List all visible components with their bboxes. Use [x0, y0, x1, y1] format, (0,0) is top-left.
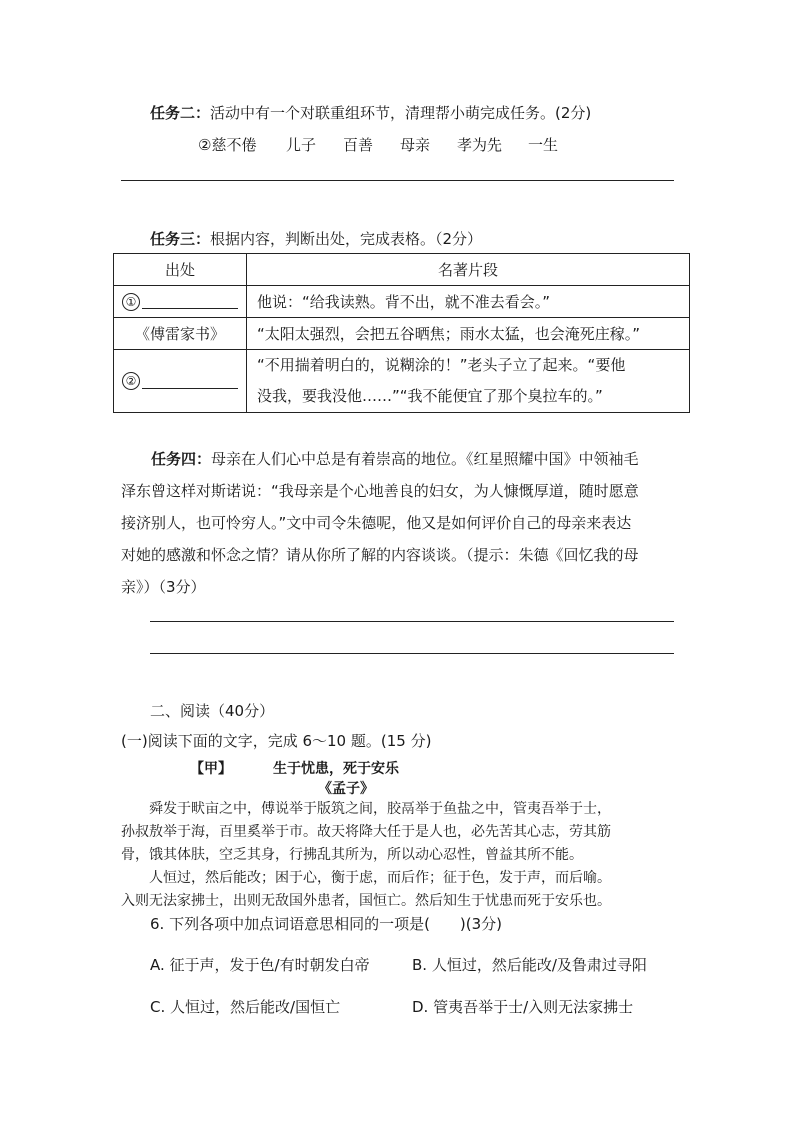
task2-heading: [150, 102, 591, 123]
classic-line: 骨，饿其体肤，空乏其身，行拂乱其所为，所以动心忍性，曾益其所不能。: [121, 847, 583, 863]
task2-word: ②慈不倦: [198, 136, 257, 154]
task2-text: 活动中有一个对联重组环节，清理帮小萌完成任务。(2分): [210, 104, 592, 122]
part-title: (一)阅读下面的文字，完成 6～10 题。(15 分): [121, 732, 432, 750]
task4-answer-line[interactable]: [150, 621, 674, 622]
excerpt-line: “不用揣着明白的，说糊涂的！”老头子立了起来。“要他: [257, 356, 626, 374]
task2-word-list: [198, 134, 256, 155]
circle-number: ②: [122, 372, 140, 390]
excerpt-cell: 他说：“给我读熟。背不出，就不准去看会。”: [247, 286, 690, 318]
task3-text: 根据内容，判断出处，完成表格。（2分）: [210, 230, 483, 248]
excerpt-cell: “太阳太强烈，会把五谷晒焦；雨水太猛，也会淹死庄稼。”: [247, 318, 690, 350]
task2-answer-line[interactable]: [121, 180, 674, 181]
classic-line: 孙叔敖举于海，百里奚举于市。故天将降大任于是人也，必先苦其心志，劳其筋: [121, 824, 611, 840]
blank-answer-2[interactable]: [142, 374, 238, 389]
header-source: 出处: [114, 254, 247, 286]
task2-word: 儿子: [286, 136, 317, 154]
excerpt-cell-multiline: [247, 350, 690, 413]
source-cell-3[interactable]: [114, 350, 247, 413]
task4-label: 任务四：: [151, 450, 212, 468]
article-title: 生于忧患，死于安乐: [273, 761, 399, 777]
option-d[interactable]: D. 管夷吾举于士/入则无法家拂士: [412, 998, 634, 1016]
header-excerpt: 名著片段: [247, 254, 690, 286]
source-table: [113, 253, 690, 413]
task4-line: 接济别人，也可怜穷人。”文中司令朱德呢，他又是如何评价自己的母亲来表达: [121, 514, 632, 532]
article-author: 《孟子》: [318, 781, 374, 797]
jia-label: 【甲】: [190, 761, 232, 777]
task2-word: 母亲: [400, 136, 431, 154]
task4-line: 对她的感激和怀念之情？请从你所了解的内容谈谈。（提示：朱德《回忆我的母: [121, 546, 639, 564]
classic-line: 舜发于畎亩之中，傅说举于版筑之间，胶鬲举于鱼盐之中，管夷吾举于士，: [149, 801, 611, 817]
question-6-stem: 6. 下列各项中加点词语意思相同的一项是( )(3分): [150, 915, 503, 933]
table-row: [114, 350, 690, 413]
task4-answer-line[interactable]: [150, 653, 674, 654]
task3-heading: [150, 228, 482, 249]
table-header-row: [114, 254, 690, 286]
task4-line: 母亲在人们心中总是有着崇高的地位。《红星照耀中国》中领袖毛: [211, 450, 639, 468]
option-a[interactable]: A. 征于声，发于色/有时朝发白帝: [150, 956, 370, 974]
task2-word: 孝为先: [457, 136, 503, 154]
excerpt-line: 没我，要我没他……”“我不能便宜了那个臭拉车的。”: [257, 387, 603, 405]
option-c[interactable]: C. 人恒过，然后能改/国恒亡: [150, 998, 341, 1016]
task4-line: 泽东曾这样对斯诺说：“我母亲是个心地善良的妇女，为人慷慨厚道，随时愿意: [121, 482, 639, 500]
blank-answer-1[interactable]: [142, 294, 238, 309]
task4-paragraph: [121, 443, 677, 475]
task4-line: 亲》）（3分）: [121, 578, 206, 596]
task2-label: 任务二：: [150, 104, 211, 122]
option-b[interactable]: B. 人恒过，然后能改/及鲁肃过寻阳: [412, 956, 647, 974]
section-title: 二、阅读（40分）: [150, 702, 275, 720]
classic-line: 入则无法家拂士，出则无敌国外患者，国恒亡。然后知生于忧患而死于安乐也。: [121, 893, 611, 909]
table-row: [114, 286, 690, 318]
circle-number: ①: [122, 293, 140, 311]
task3-label: 任务三：: [150, 230, 211, 248]
source-cell-2: 《傅雷家书》: [114, 318, 247, 350]
task2-word: 百善: [343, 136, 374, 154]
task2-word: 一生: [528, 136, 559, 154]
source-cell-1[interactable]: [114, 286, 247, 318]
classic-line: 人恒过，然后能改；困于心，衡于虑，而后作；征于色，发于声，而后喻。: [149, 870, 611, 886]
table-row: [114, 318, 690, 350]
